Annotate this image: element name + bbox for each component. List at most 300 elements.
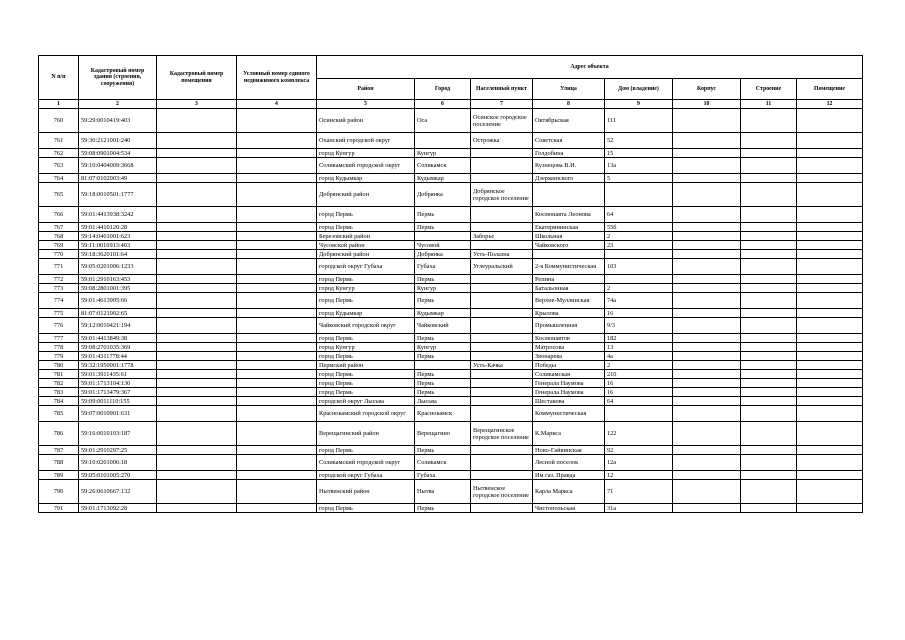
settlement-cell — [471, 318, 533, 334]
korpus-cell — [673, 334, 741, 343]
district-cell: город Кунгур — [317, 149, 415, 158]
table-row — [39, 259, 863, 275]
cond-num-cell — [237, 241, 317, 250]
stroenie-cell — [741, 232, 797, 241]
house-cell: 16 — [605, 379, 673, 388]
street-cell: Космонавта Леонова — [533, 207, 605, 223]
row-number: 761 — [39, 133, 79, 149]
row-number: 760 — [39, 109, 79, 133]
row-number: 784 — [39, 397, 79, 406]
district-cell: город Пермь — [317, 293, 415, 309]
street-cell: Крылова — [533, 309, 605, 318]
house-cell: 64 — [605, 397, 673, 406]
house-cell — [605, 275, 673, 284]
stroenie-cell — [741, 504, 797, 513]
column-number: 5 — [317, 100, 415, 109]
cond-num-cell — [237, 334, 317, 343]
row-number: 788 — [39, 455, 79, 471]
kad-room-cell — [157, 446, 237, 455]
district-cell: Чусовской район — [317, 241, 415, 250]
header-city: Город — [415, 79, 471, 100]
stroenie-cell — [741, 455, 797, 471]
korpus-cell — [673, 455, 741, 471]
row-number: 764 — [39, 174, 79, 183]
city-cell: Кунгур — [415, 343, 471, 352]
room-cell — [797, 158, 863, 174]
city-cell: Краснокамск — [415, 406, 471, 422]
city-cell: Кунгур — [415, 149, 471, 158]
column-number: 7 — [471, 100, 533, 109]
kad-building-cell: 59:14:0461001:623 — [79, 232, 157, 241]
kad-room-cell — [157, 293, 237, 309]
kad-building-cell: 59:11:0010913:403 — [79, 241, 157, 250]
kad-room-cell — [157, 343, 237, 352]
kad-building-cell: 59:07:0010901:631 — [79, 406, 157, 422]
table-row — [39, 318, 863, 334]
row-number: 783 — [39, 388, 79, 397]
korpus-cell — [673, 133, 741, 149]
table-row — [39, 334, 863, 343]
settlement-cell: Острожка — [471, 133, 533, 149]
district-cell: город Пермь — [317, 446, 415, 455]
row-number: 787 — [39, 446, 79, 455]
table-row — [39, 422, 863, 446]
kad-building-cell: 59:01:4413849:38 — [79, 334, 157, 343]
street-cell: Ново-Гайвинская — [533, 446, 605, 455]
district-cell: Пермский район — [317, 361, 415, 370]
house-cell: 15 — [605, 149, 673, 158]
settlement-cell: Усть-Качка — [471, 361, 533, 370]
stroenie-cell — [741, 259, 797, 275]
header-district: Район — [317, 79, 415, 100]
district-cell: город Кудымкар — [317, 174, 415, 183]
city-cell: Добрянка — [415, 183, 471, 207]
korpus-cell — [673, 388, 741, 397]
header-settlement: Населенный пункт — [471, 79, 533, 100]
cond-num-cell — [237, 422, 317, 446]
district-cell: город Пермь — [317, 207, 415, 223]
stroenie-cell — [741, 334, 797, 343]
room-cell — [797, 284, 863, 293]
stroenie-cell — [741, 293, 797, 309]
stroenie-cell — [741, 370, 797, 379]
column-number: 6 — [415, 100, 471, 109]
city-cell: Пермь — [415, 352, 471, 361]
house-cell: 13 — [605, 343, 673, 352]
stroenie-cell — [741, 397, 797, 406]
district-cell: Соликамский городской округ — [317, 455, 415, 471]
stroenie-cell — [741, 352, 797, 361]
kad-room-cell — [157, 361, 237, 370]
district-cell: город Кунгур — [317, 343, 415, 352]
stroenie-cell — [741, 284, 797, 293]
street-cell: Лесной поселок — [533, 455, 605, 471]
table-row — [39, 504, 863, 513]
kad-room-cell — [157, 504, 237, 513]
street-cell: Кузнецова В.И. — [533, 158, 605, 174]
room-cell — [797, 397, 863, 406]
room-cell — [797, 223, 863, 232]
cond-num-cell — [237, 406, 317, 422]
cond-num-cell — [237, 504, 317, 513]
table-row — [39, 275, 863, 284]
kad-building-cell: 59:10:0404009:3668 — [79, 158, 157, 174]
house-cell: 23 — [605, 241, 673, 250]
street-cell: Чистопольская — [533, 504, 605, 513]
korpus-cell — [673, 250, 741, 259]
column-number: 9 — [605, 100, 673, 109]
table-row — [39, 149, 863, 158]
row-number: 768 — [39, 232, 79, 241]
row-number: 773 — [39, 284, 79, 293]
room-cell — [797, 388, 863, 397]
city-cell — [415, 133, 471, 149]
room-cell — [797, 370, 863, 379]
house-cell: 71 — [605, 480, 673, 504]
stroenie-cell — [741, 133, 797, 149]
column-number: 8 — [533, 100, 605, 109]
row-number: 780 — [39, 361, 79, 370]
city-cell: Губаха — [415, 471, 471, 480]
row-number: 772 — [39, 275, 79, 284]
city-cell: Оса — [415, 109, 471, 133]
korpus-cell — [673, 275, 741, 284]
city-cell: Чусовой — [415, 241, 471, 250]
street-cell: Матросова — [533, 343, 605, 352]
district-cell: город Пермь — [317, 275, 415, 284]
stroenie-cell — [741, 343, 797, 352]
stroenie-cell — [741, 158, 797, 174]
house-cell: 55б — [605, 223, 673, 232]
table-row — [39, 293, 863, 309]
room-cell — [797, 241, 863, 250]
korpus-cell — [673, 504, 741, 513]
kad-building-cell: 59:01:1713479:367 — [79, 388, 157, 397]
stroenie-cell — [741, 446, 797, 455]
street-cell: 2-я Коммунистическая — [533, 259, 605, 275]
header-street: Улица — [533, 79, 605, 100]
cond-num-cell — [237, 183, 317, 207]
table-row — [39, 379, 863, 388]
table-row — [39, 284, 863, 293]
cond-num-cell — [237, 158, 317, 174]
room-cell — [797, 504, 863, 513]
address-table — [38, 55, 863, 513]
table-row — [39, 455, 863, 471]
column-number: 12 — [797, 100, 863, 109]
city-cell — [415, 361, 471, 370]
stroenie-cell — [741, 388, 797, 397]
settlement-cell — [471, 504, 533, 513]
stroenie-cell — [741, 174, 797, 183]
house-cell: 182 — [605, 334, 673, 343]
settlement-cell — [471, 207, 533, 223]
settlement-cell — [471, 471, 533, 480]
header-house: Дом (владение) — [605, 79, 673, 100]
settlement-cell — [471, 241, 533, 250]
room-cell — [797, 406, 863, 422]
korpus-cell — [673, 471, 741, 480]
settlement-cell — [471, 406, 533, 422]
kad-building-cell: 59:01:3911435:61 — [79, 370, 157, 379]
korpus-cell — [673, 232, 741, 241]
room-cell — [797, 293, 863, 309]
cond-num-cell — [237, 379, 317, 388]
table-row — [39, 109, 863, 133]
stroenie-cell — [741, 480, 797, 504]
city-cell: Кудымкар — [415, 174, 471, 183]
kad-room-cell — [157, 109, 237, 133]
house-cell: 92 — [605, 446, 673, 455]
stroenie-cell — [741, 318, 797, 334]
settlement-cell — [471, 309, 533, 318]
district-cell: Чайковский городской округ — [317, 318, 415, 334]
kad-building-cell: 81:07:0121002:65 — [79, 309, 157, 318]
table-row — [39, 133, 863, 149]
kad-room-cell — [157, 318, 237, 334]
row-number: 776 — [39, 318, 79, 334]
cond-num-cell — [237, 318, 317, 334]
settlement-cell — [471, 397, 533, 406]
row-number: 782 — [39, 379, 79, 388]
cond-num-cell — [237, 133, 317, 149]
district-cell: город Пермь — [317, 379, 415, 388]
header-address: Адрес объекта — [317, 56, 863, 79]
settlement-cell — [471, 379, 533, 388]
street-cell: Звонарева — [533, 352, 605, 361]
settlement-cell — [471, 370, 533, 379]
header-num: N п/п — [39, 56, 79, 100]
kad-room-cell — [157, 455, 237, 471]
settlement-cell — [471, 388, 533, 397]
house-cell: 210 — [605, 370, 673, 379]
street-cell: Соликамская — [533, 370, 605, 379]
street-cell: Им газ. Правда — [533, 471, 605, 480]
cond-num-cell — [237, 352, 317, 361]
district-cell: Краснокамский городской округ — [317, 406, 415, 422]
district-cell: Добрянский район — [317, 183, 415, 207]
stroenie-cell — [741, 207, 797, 223]
settlement-cell — [471, 284, 533, 293]
room-cell — [797, 232, 863, 241]
street-cell: Верхне-Муллинская — [533, 293, 605, 309]
korpus-cell — [673, 379, 741, 388]
column-number: 1 — [39, 100, 79, 109]
kad-room-cell — [157, 223, 237, 232]
cond-num-cell — [237, 397, 317, 406]
district-cell: Добрянский район — [317, 250, 415, 259]
table-row — [39, 352, 863, 361]
table-row — [39, 158, 863, 174]
row-number: 786 — [39, 422, 79, 446]
street-cell: Карла Маркса — [533, 480, 605, 504]
house-cell: 103 — [605, 259, 673, 275]
cond-num-cell — [237, 388, 317, 397]
kad-room-cell — [157, 183, 237, 207]
kad-building-cell: 59:01:1713104:130 — [79, 379, 157, 388]
table-row — [39, 388, 863, 397]
kad-room-cell — [157, 406, 237, 422]
kad-room-cell — [157, 174, 237, 183]
room-cell — [797, 309, 863, 318]
korpus-cell — [673, 259, 741, 275]
stroenie-cell — [741, 406, 797, 422]
korpus-cell — [673, 174, 741, 183]
cond-num-cell — [237, 471, 317, 480]
column-number-row — [39, 100, 863, 109]
house-cell: 2 — [605, 361, 673, 370]
kad-room-cell — [157, 232, 237, 241]
house-cell: 12а — [605, 455, 673, 471]
row-number: 765 — [39, 183, 79, 207]
row-number: 767 — [39, 223, 79, 232]
row-number: 785 — [39, 406, 79, 422]
kad-room-cell — [157, 388, 237, 397]
street-cell: Космонавтов — [533, 334, 605, 343]
row-number: 774 — [39, 293, 79, 309]
settlement-cell — [471, 149, 533, 158]
korpus-cell — [673, 422, 741, 446]
room-cell — [797, 250, 863, 259]
street-cell: Победы — [533, 361, 605, 370]
city-cell: Кунгур — [415, 284, 471, 293]
header-room: Помещение — [797, 79, 863, 100]
street-cell: Дзержинского — [533, 174, 605, 183]
kad-room-cell — [157, 275, 237, 284]
kad-building-cell: 59:08:2801001:395 — [79, 284, 157, 293]
row-number: 771 — [39, 259, 79, 275]
cond-num-cell — [237, 259, 317, 275]
row-number: 762 — [39, 149, 79, 158]
cond-num-cell — [237, 109, 317, 133]
korpus-cell — [673, 406, 741, 422]
korpus-cell — [673, 446, 741, 455]
street-cell: Школьная — [533, 232, 605, 241]
district-cell: Нытвенский район — [317, 480, 415, 504]
kad-building-cell: 59:16:0010103:187 — [79, 422, 157, 446]
settlement-cell — [471, 158, 533, 174]
header-kad-room: Кадастровый номер помещения — [157, 56, 237, 100]
korpus-cell — [673, 158, 741, 174]
korpus-cell — [673, 370, 741, 379]
kad-building-cell: 59:01:1713092:28 — [79, 504, 157, 513]
table-row — [39, 174, 863, 183]
kad-building-cell: 59:18:0010501:1777 — [79, 183, 157, 207]
kad-building-cell: 59:01:4613905:66 — [79, 293, 157, 309]
kad-room-cell — [157, 379, 237, 388]
street-cell — [533, 183, 605, 207]
settlement-cell: Усть-Полазна — [471, 250, 533, 259]
room-cell — [797, 109, 863, 133]
kad-building-cell: 59:30:2121001:240 — [79, 133, 157, 149]
city-cell: Чайковский — [415, 318, 471, 334]
settlement-cell: Углеуральский — [471, 259, 533, 275]
korpus-cell — [673, 223, 741, 232]
kad-room-cell — [157, 309, 237, 318]
house-cell: 52 — [605, 133, 673, 149]
stroenie-cell — [741, 309, 797, 318]
table-row — [39, 309, 863, 318]
kad-building-cell: 59:08:0901004:534 — [79, 149, 157, 158]
kad-room-cell — [157, 207, 237, 223]
cond-num-cell — [237, 149, 317, 158]
korpus-cell — [673, 343, 741, 352]
district-cell: городской округ Губаха — [317, 259, 415, 275]
cond-num-cell — [237, 361, 317, 370]
house-cell: 12 — [605, 471, 673, 480]
kad-building-cell: 59:29:0010419:403 — [79, 109, 157, 133]
settlement-cell — [471, 174, 533, 183]
row-number: 770 — [39, 250, 79, 259]
city-cell — [415, 232, 471, 241]
stroenie-cell — [741, 361, 797, 370]
district-cell: Березовский район — [317, 232, 415, 241]
cond-num-cell — [237, 250, 317, 259]
kad-room-cell — [157, 133, 237, 149]
cond-num-cell — [237, 455, 317, 471]
city-cell: Соликамск — [415, 455, 471, 471]
house-cell: 64 — [605, 207, 673, 223]
kad-building-cell: 59:10:0201006:18 — [79, 455, 157, 471]
house-cell: 122 — [605, 422, 673, 446]
row-number: 777 — [39, 334, 79, 343]
room-cell — [797, 480, 863, 504]
header-korpus: Корпус — [673, 79, 741, 100]
kad-building-cell: 59:12:0010421:194 — [79, 318, 157, 334]
settlement-cell — [471, 446, 533, 455]
house-cell: 74а — [605, 293, 673, 309]
settlement-cell — [471, 334, 533, 343]
stroenie-cell — [741, 379, 797, 388]
kad-building-cell: 59:05:0101005:270 — [79, 471, 157, 480]
stroenie-cell — [741, 250, 797, 259]
city-cell: Добрянка — [415, 250, 471, 259]
korpus-cell — [673, 318, 741, 334]
kad-building-cell: 59:09:0011110:155 — [79, 397, 157, 406]
row-number: 779 — [39, 352, 79, 361]
city-cell: Нытва — [415, 480, 471, 504]
cond-num-cell — [237, 275, 317, 284]
district-cell: Осинский район — [317, 109, 415, 133]
kad-building-cell: 81:07:0102003:49 — [79, 174, 157, 183]
settlement-cell: Заборье — [471, 232, 533, 241]
table-row — [39, 343, 863, 352]
street-cell: Октябрьская — [533, 109, 605, 133]
house-cell: 13а — [605, 158, 673, 174]
city-cell: Пермь — [415, 275, 471, 284]
cond-num-cell — [237, 480, 317, 504]
kad-room-cell — [157, 370, 237, 379]
cond-num-cell — [237, 446, 317, 455]
cond-num-cell — [237, 223, 317, 232]
row-number: 781 — [39, 370, 79, 379]
header-kad-building: Кадастровый номер здания (строения, сооружения) — [79, 56, 157, 100]
settlement-cell — [471, 275, 533, 284]
kad-room-cell — [157, 250, 237, 259]
city-cell: Губаха — [415, 259, 471, 275]
city-cell: Пермь — [415, 504, 471, 513]
table-row — [39, 370, 863, 379]
district-cell: город Пермь — [317, 352, 415, 361]
table-row — [39, 471, 863, 480]
column-number: 10 — [673, 100, 741, 109]
street-cell: Коммунистическая — [533, 406, 605, 422]
city-cell: Соликамск — [415, 158, 471, 174]
room-cell — [797, 174, 863, 183]
settlement-cell — [471, 293, 533, 309]
kad-building-cell: 59:01:2910297:25 — [79, 446, 157, 455]
cond-num-cell — [237, 293, 317, 309]
